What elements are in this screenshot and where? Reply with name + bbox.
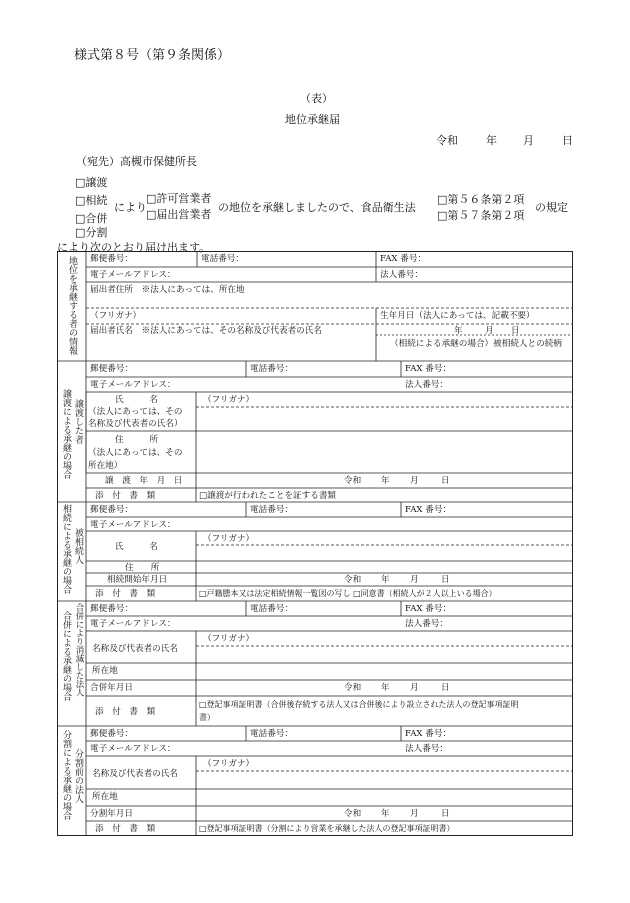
law-57-checkbox[interactable]: □第５７条第２項: [437, 209, 525, 222]
sec2-date-month: 月: [410, 476, 419, 486]
sec2-sub-label: 譲渡した者: [73, 399, 83, 444]
sec3-date-year: 年: [381, 575, 390, 585]
sec4-date-month: 月: [410, 683, 419, 693]
sec4-date-year: 年: [381, 683, 390, 693]
sec3-fax-label[interactable]: FAX 番号：: [405, 505, 452, 515]
sec2-name-label-3: 名称及び代表者の氏名）: [88, 419, 183, 429]
sec2-corp-label[interactable]: 法人番号：: [405, 380, 448, 390]
sec3-date-label: 相続開始年月日: [107, 575, 168, 585]
sec4-sub-label: 合併により消滅した法人: [74, 603, 84, 697]
law-56-checkbox[interactable]: □第５６条第２項: [437, 193, 525, 206]
form-number: 様式第８号（第９条関係）: [74, 48, 231, 63]
sec2-fax-label[interactable]: FAX 番号：: [405, 364, 452, 374]
sec1-name-label[interactable]: 届出者氏名 ※法人にあっては、その名称及び代表者の氏名: [90, 326, 322, 336]
opt-inherit[interactable]: □相続: [75, 194, 108, 207]
sec1-fax-label[interactable]: FAX 番号：: [380, 254, 427, 264]
sec1-dob-month: 月: [485, 326, 494, 336]
sec3-attach-label: 添 付 書 類: [95, 589, 156, 599]
date-era: 令和: [436, 134, 458, 147]
sec3-date-month: 月: [410, 575, 419, 585]
sec3-date-day: 日: [441, 575, 450, 585]
sec4-attach-checkbox[interactable]: □登記事項証明書（合併後存続する法人又は合併後により設立された法人の登記事項証明: [199, 700, 519, 709]
sec2-furigana-label[interactable]: （フリガナ）: [203, 395, 255, 405]
sec5-postal-label[interactable]: 郵便番号：: [90, 729, 133, 739]
sec3-date-era: 令和: [344, 575, 362, 585]
opt-merge[interactable]: □合併: [75, 212, 108, 225]
sec5-date-month: 月: [410, 809, 419, 819]
sec1-email-label[interactable]: 電子メールアドレス：: [90, 270, 176, 280]
sec5-corp-label[interactable]: 法人番号：: [405, 744, 448, 754]
sec5-date-day: 日: [441, 809, 450, 819]
sec5-date-era: 令和: [344, 809, 362, 819]
sec2-addr-label-3: 所在地）: [88, 461, 123, 471]
opt-split[interactable]: □分割: [75, 226, 108, 239]
sec1-corp-label[interactable]: 法人番号：: [380, 270, 423, 280]
sec2-side-label: 譲渡による承継の場合: [61, 389, 71, 479]
sec2-email-label[interactable]: 電子メールアドレス：: [90, 380, 176, 390]
form-side-label: （表）: [300, 92, 333, 105]
sec3-furigana-label[interactable]: （フリガナ）: [203, 534, 255, 544]
sec3-side-label: 相続による承継の場合: [61, 504, 71, 594]
sec5-furigana-label[interactable]: （フリガナ）: [203, 759, 255, 769]
sec1-side-label: 地位を承継する者の情報: [67, 256, 77, 355]
intro-middle: の地位を承継しましたので、食品衛生法: [218, 201, 416, 214]
sec5-side-label: 分割による承継の場合: [61, 730, 71, 820]
date-day: 日: [562, 134, 573, 147]
sec2-attach-label: 添 付 書 類: [95, 491, 156, 501]
sec5-email-label[interactable]: 電子メールアドレス：: [90, 744, 176, 754]
sec1-dob-day: 日: [511, 326, 520, 336]
sec4-attach-text-2: 書）: [199, 713, 215, 722]
sec4-attach-label: 添 付 書 類: [95, 707, 156, 717]
sec3-addr-label: 住 所: [125, 563, 160, 573]
sec2-phone-label[interactable]: 電話番号：: [250, 364, 293, 374]
sec5-fax-label[interactable]: FAX 番号：: [405, 729, 452, 739]
sec3-sub-label: 被相続人: [73, 528, 83, 564]
sec2-date-year: 年: [381, 476, 390, 486]
biz-permit-checkbox[interactable]: □許可営業者: [146, 192, 212, 205]
sec2-date-day: 日: [441, 476, 450, 486]
intro-kitei: の規定: [535, 201, 568, 214]
sec1-dob-year: 年: [454, 326, 463, 336]
opt-transfer[interactable]: □譲渡: [75, 176, 108, 189]
sec4-date-era: 令和: [344, 683, 362, 693]
sec5-sub-label: 分割前の法人: [73, 749, 83, 803]
sec1-address-label[interactable]: 届出者住所 ※法人にあっては、所在地: [90, 285, 245, 295]
sec3-email-label[interactable]: 電子メールアドレス：: [90, 520, 176, 530]
sec4-side-label: 合併による承継の場合: [61, 611, 71, 701]
sec2-addr-label-2: （法人にあっては、その: [88, 448, 183, 458]
sec2-postal-label[interactable]: 郵便番号：: [90, 364, 133, 374]
date-year: 年: [486, 134, 497, 147]
intro-closing: により次のとおり届け出ます。: [57, 241, 211, 254]
sec1-phone-label[interactable]: 電話番号：: [201, 254, 244, 264]
sec2-date-era: 令和: [344, 476, 362, 486]
sec1-furigana-label[interactable]: （フリガナ）: [90, 311, 142, 321]
sec2-addr-label-1: 住 所: [115, 435, 158, 445]
sec3-phone-label[interactable]: 電話番号：: [250, 505, 293, 515]
sec5-addr-label: 所在地: [92, 792, 118, 802]
sec3-name-label: 氏 名: [115, 542, 158, 552]
sec4-date-day: 日: [441, 683, 450, 693]
sec1-relation-label[interactable]: （相続による承継の場合）被相続人との続柄: [390, 339, 562, 349]
sec2-name-label-1: 氏 名: [115, 395, 158, 405]
sec4-postal-label[interactable]: 郵便番号：: [90, 604, 133, 614]
intro-niyori: により: [114, 201, 147, 214]
sec2-name-label-2: （法人にあっては、その: [88, 407, 183, 417]
sec4-addr-label: 所在地: [92, 666, 118, 676]
sec4-fax-label[interactable]: FAX 番号：: [405, 604, 452, 614]
sec2-date-label: 譲 渡 年 月 日: [105, 476, 183, 486]
sec5-name-label: 名称及び代表者の氏名: [92, 769, 178, 779]
sec5-phone-label[interactable]: 電話番号：: [250, 729, 293, 739]
biz-notify-checkbox[interactable]: □届出営業者: [146, 208, 212, 221]
sec2-attach-checkbox[interactable]: □譲渡が行われたことを証する書類: [199, 491, 337, 501]
sec3-postal-label[interactable]: 郵便番号：: [90, 505, 133, 515]
sec4-date-label: 合併年月日: [90, 683, 133, 693]
sec4-corp-label[interactable]: 法人番号：: [405, 619, 448, 629]
sec5-attach-checkbox[interactable]: □登記事項証明書（分割により営業を承継した法人の登記事項証明書）: [199, 824, 455, 833]
sec1-postal-label[interactable]: 郵便番号：: [90, 254, 133, 264]
sec5-attach-label: 添 付 書 類: [95, 824, 156, 834]
date-month: 月: [523, 134, 534, 147]
sec4-furigana-label[interactable]: （フリガナ）: [203, 634, 255, 644]
form-table: [57, 251, 573, 836]
sec5-date-label: 分割年月日: [90, 809, 133, 819]
sec4-name-label: 名称及び代表者の氏名: [92, 644, 178, 654]
sec4-phone-label[interactable]: 電話番号：: [250, 604, 293, 614]
sec5-date-year: 年: [381, 809, 390, 819]
addressee: （宛先）高槻市保健所長: [76, 155, 197, 168]
sec4-email-label[interactable]: 電子メールアドレス：: [90, 619, 176, 629]
sec3-attach-checkbox[interactable]: □戸籍謄本又は法定相続情報一覧図の写し □同意書（相続人が２人以上いる場合）: [199, 589, 497, 598]
form-title: 地位承継届: [285, 113, 340, 126]
sec1-dob-label[interactable]: 生年月日（法人にあっては、記載不要）: [380, 311, 535, 321]
